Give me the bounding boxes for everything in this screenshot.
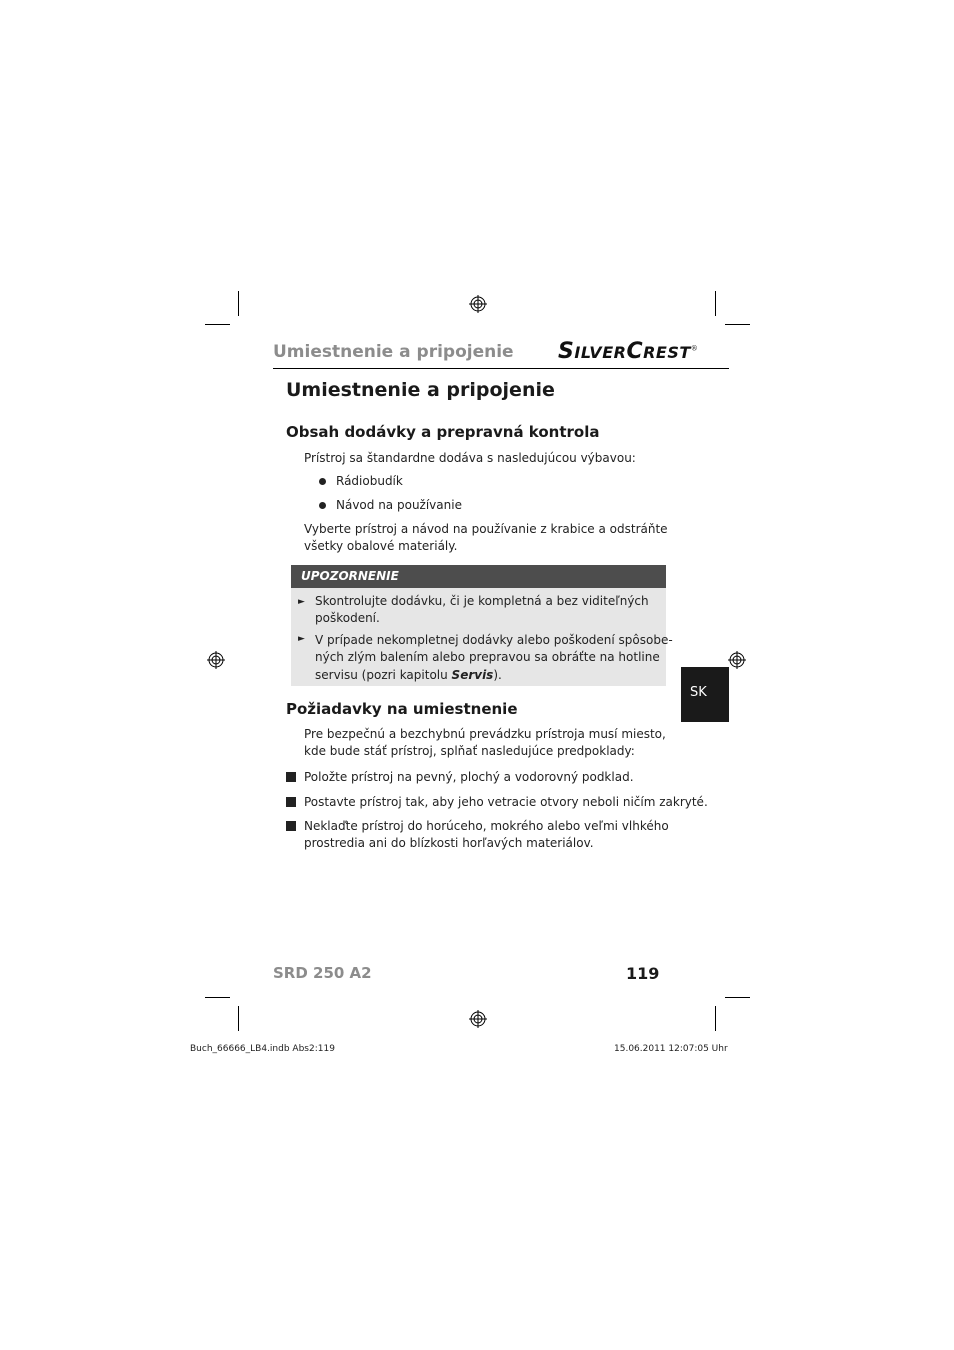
section-heading-placement: Požiadavky na umiestnenie	[286, 700, 518, 718]
brand-logo: SILVERCREST®	[558, 339, 699, 364]
crop-mark	[238, 291, 239, 316]
crop-mark	[238, 1006, 239, 1031]
crop-mark	[725, 324, 750, 325]
header-rule	[273, 368, 729, 369]
unpack-note-line: Vyberte prístroj a návod na používanie z krabice a odstráňte	[304, 522, 668, 536]
list-item: Položte prístroj na pevný, plochý a vodorovný podklad.	[304, 770, 634, 784]
registration-mark-icon	[469, 295, 487, 313]
list-item: Neklaďte prístroj do horúceho, mokrého alebo veľmi vlhkého	[304, 819, 669, 833]
placement-intro: Pre bezpečnú a bezchybnú prevádzku prístroja musí miesto,	[304, 727, 666, 741]
date-info: 15.06.2011 12:07:05 Uhr	[614, 1044, 728, 1054]
bullet-dot-icon	[319, 478, 326, 485]
model-number: SRD 250 A2	[273, 964, 372, 982]
delivery-intro: Prístroj sa štandardne dodáva s nasledujúcou výbavou:	[304, 451, 636, 465]
language-tab-label: SK	[690, 685, 707, 700]
language-tab	[681, 667, 729, 722]
warning-label: UPOZORNENIE	[301, 569, 399, 583]
square-bullet-icon	[286, 797, 296, 807]
page-number: 119	[626, 964, 660, 983]
list-item: prostredia ani do blízkosti horľavých materiálov.	[304, 836, 594, 850]
crop-mark	[205, 997, 230, 998]
registration-mark-icon	[469, 1010, 487, 1028]
service-chapter-ref: Servis	[451, 668, 494, 682]
registration-mark-icon	[728, 651, 746, 669]
list-item: Postavte prístroj tak, aby jeho vetracie otvory neboli ničím zakryté.	[304, 795, 708, 809]
arrow-right-icon: ►	[298, 597, 305, 607]
unpack-note-line: všetky obalové materiály.	[304, 539, 458, 553]
section-heading-delivery: Obsah dodávky a prepravná kontrola	[286, 423, 600, 441]
bullet-dot-icon	[319, 502, 326, 509]
registration-mark-icon	[207, 651, 225, 669]
list-item: Rádiobudík	[336, 474, 403, 488]
warning-text: poškodení.	[315, 611, 380, 625]
crop-mark	[715, 291, 716, 316]
warning-header	[291, 565, 666, 588]
warning-text: servisu (pozri kapitolu Servis).	[315, 668, 502, 682]
square-bullet-icon	[286, 821, 296, 831]
placement-intro: kde bude stáť prístroj, splňať nasledujúce predpoklady:	[304, 744, 635, 758]
warning-text: V prípade nekompletnej dodávky alebo poškodení spôsobe-	[315, 633, 673, 647]
crop-mark	[205, 324, 230, 325]
square-bullet-icon	[286, 772, 296, 782]
file-info: Buch_66666_LB4.indb Abs2:119	[190, 1044, 335, 1054]
warning-text: Skontrolujte dodávku, či je kompletná a bez viditeľných	[315, 594, 649, 608]
page-title: Umiestnenie a pripojenie	[286, 379, 555, 401]
arrow-right-icon: ►	[298, 634, 305, 644]
running-header-title: Umiestnenie a pripojenie	[273, 342, 514, 362]
warning-text: ných zlým balením alebo prepravou sa obráťte na hotline	[315, 650, 660, 664]
crop-mark	[725, 997, 750, 998]
list-item: Návod na používanie	[336, 498, 462, 512]
crop-mark	[715, 1006, 716, 1031]
